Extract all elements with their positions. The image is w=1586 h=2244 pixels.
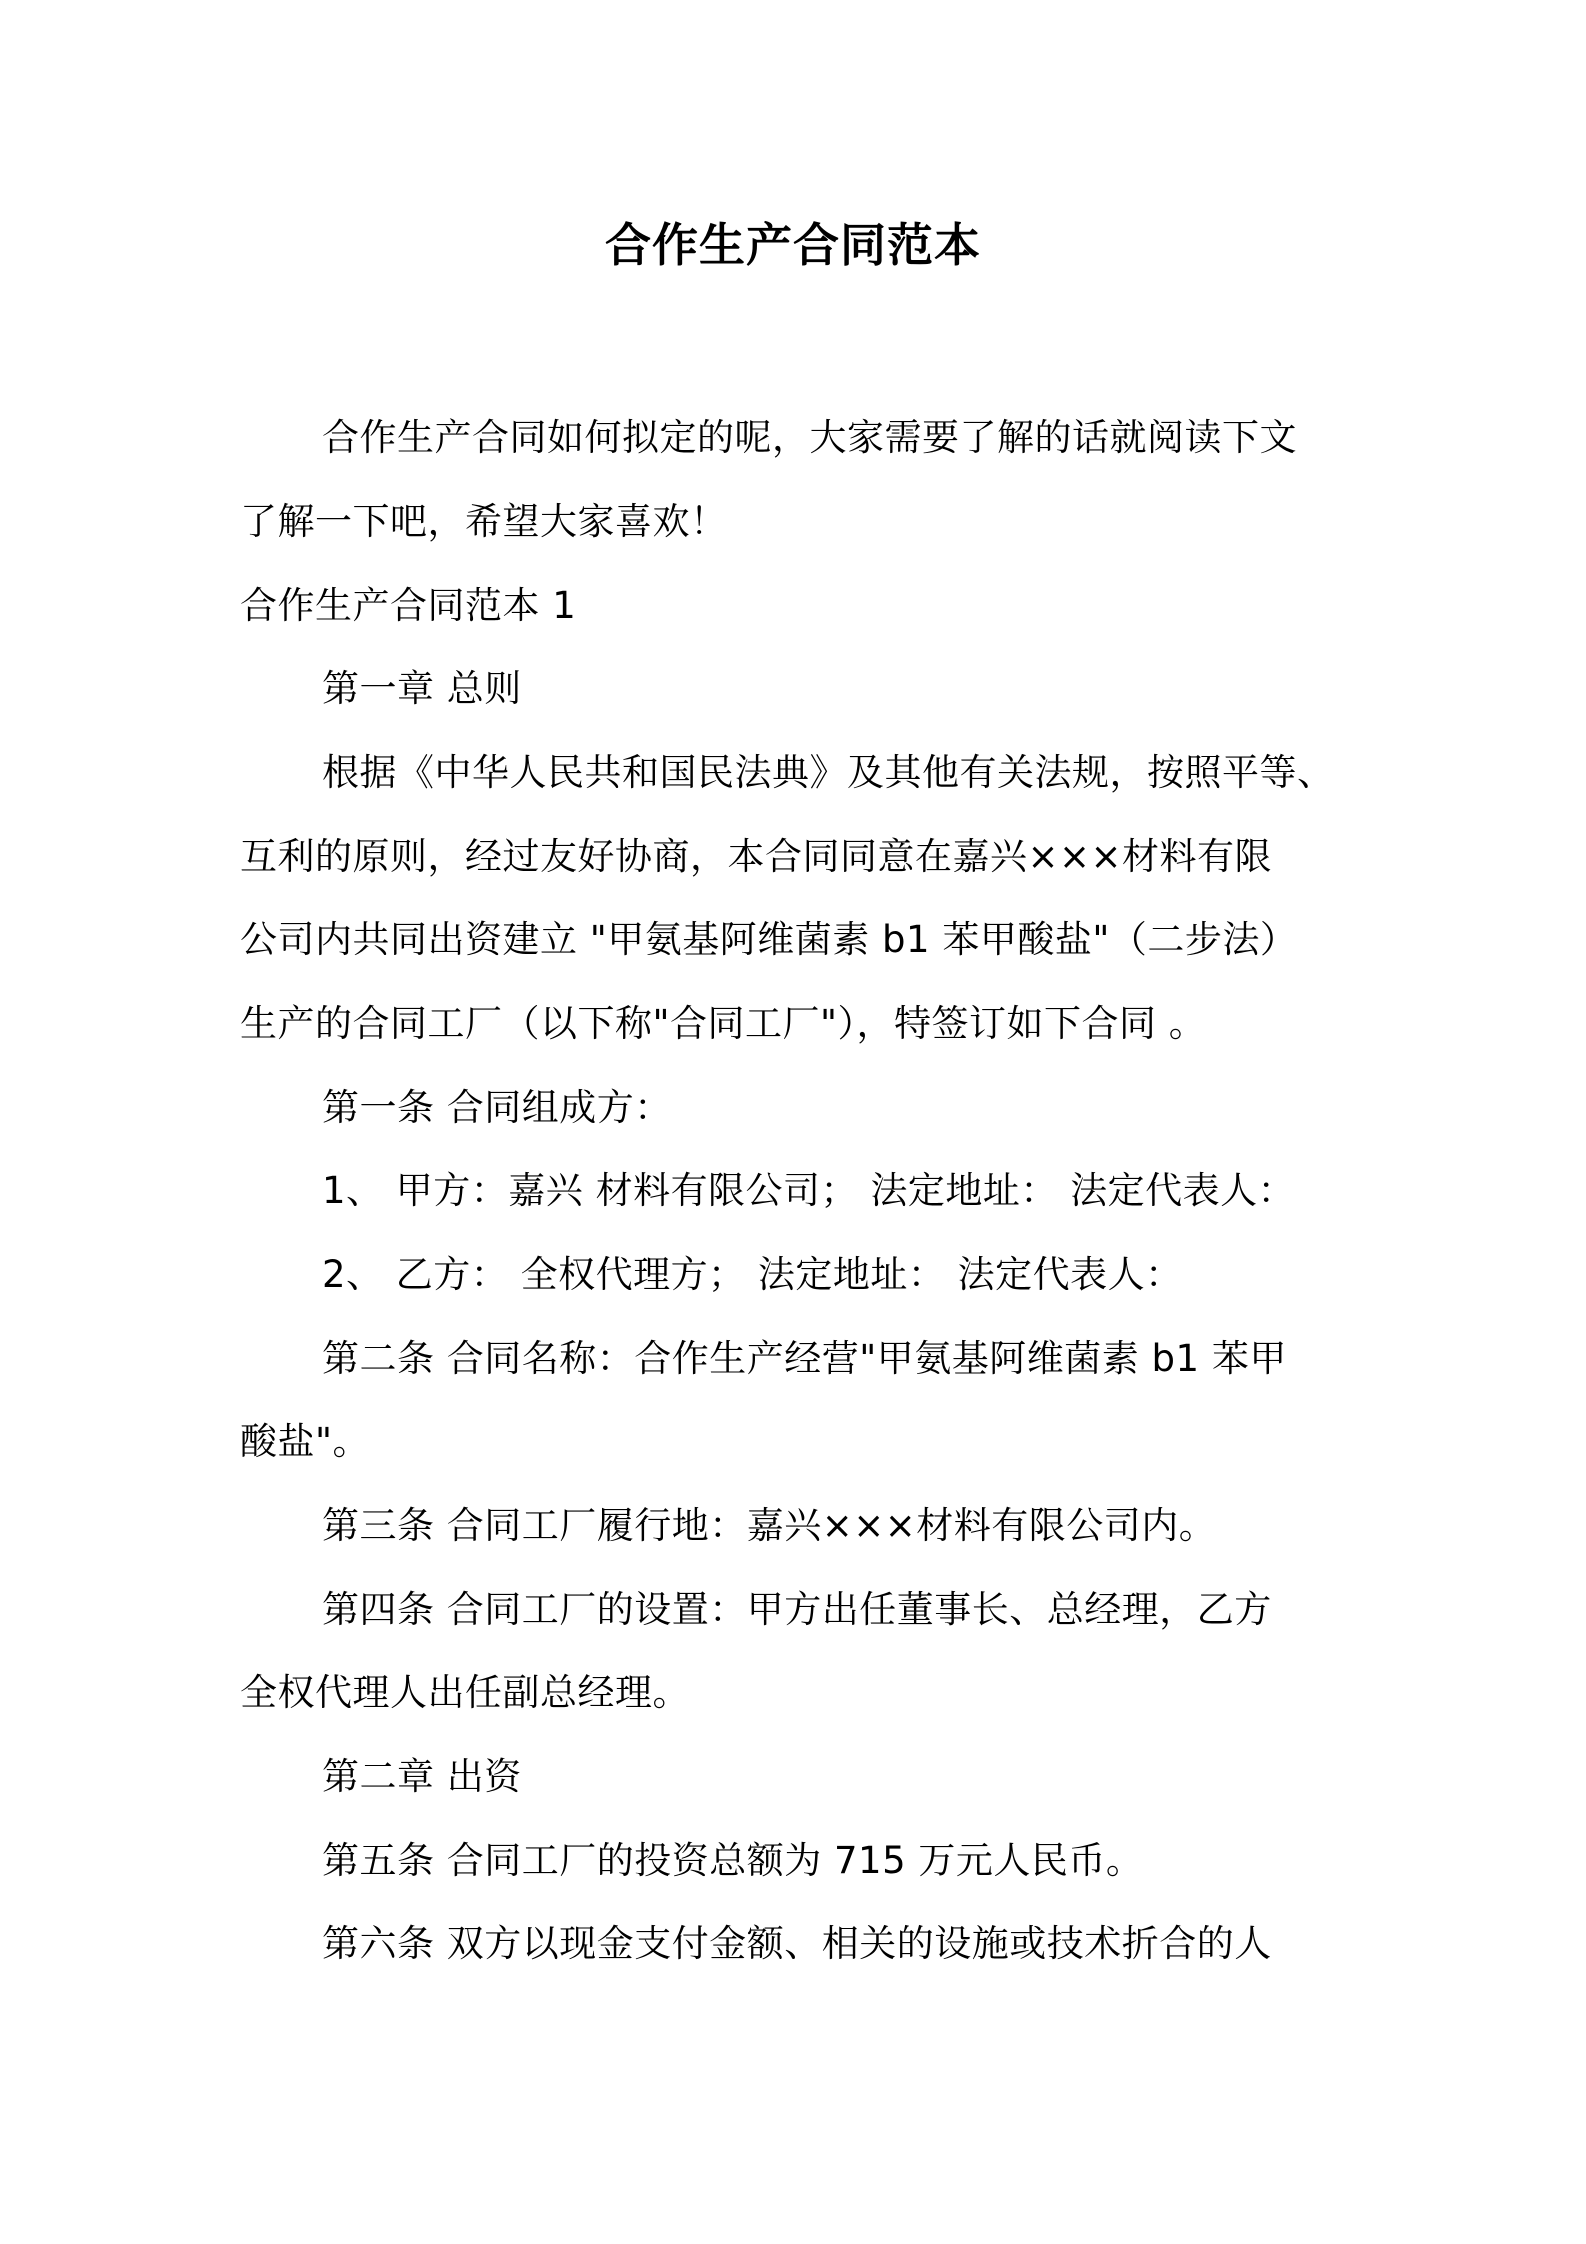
intro-line-1: 合作生产合同如何拟定的呢，大家需要了解的话就阅读下文	[322, 416, 1297, 459]
paragraph-line: 根据《中华人民共和国民法典》及其他有关法规，按照平等、	[322, 751, 1335, 794]
paragraph-line: 第二条 合同名称：合作生产经营"甲氨基阿维菌素 b1 苯甲	[322, 1337, 1287, 1380]
paragraph-line: 第四条 合同工厂的设置：甲方出任董事长、总经理，乙方	[322, 1588, 1272, 1631]
section-heading: 合作生产合同范本 1	[240, 584, 577, 627]
document-title: 合作生产合同范本	[605, 218, 981, 272]
article-heading: 第一条 合同组成方：	[322, 1086, 672, 1129]
intro-line-2: 了解一下吧，希望大家喜欢！	[240, 500, 728, 543]
paragraph-line: 生产的合同工厂（以下称"合同工厂"），特签订如下合同 。	[240, 1002, 1207, 1045]
party-a-line: 1、 甲方：嘉兴 材料有限公司； 法定地址： 法定代表人：	[322, 1169, 1296, 1212]
paragraph-line: 第三条 合同工厂履行地：嘉兴×××材料有限公司内。	[322, 1504, 1217, 1547]
chapter-heading: 第二章 出资	[322, 1755, 522, 1798]
paragraph-line: 第五条 合同工厂的投资总额为 715 万元人民币。	[322, 1839, 1144, 1882]
chapter-heading: 第一章 总则	[322, 667, 522, 710]
party-b-line: 2、 乙方： 全权代理方； 法定地址： 法定代表人：	[322, 1253, 1183, 1296]
paragraph-line: 第六条 双方以现金支付金额、相关的设施或技术折合的人	[322, 1922, 1272, 1965]
paragraph-line: 互利的原则，经过友好协商，本合同同意在嘉兴×××材料有限	[240, 835, 1273, 878]
paragraph-line: 酸盐"。	[240, 1420, 371, 1463]
paragraph-line: 公司内共同出资建立 "甲氨基阿维菌素 b1 苯甲酸盐"（二步法）	[240, 918, 1298, 961]
paragraph-line: 全权代理人出任副总经理。	[240, 1671, 690, 1714]
